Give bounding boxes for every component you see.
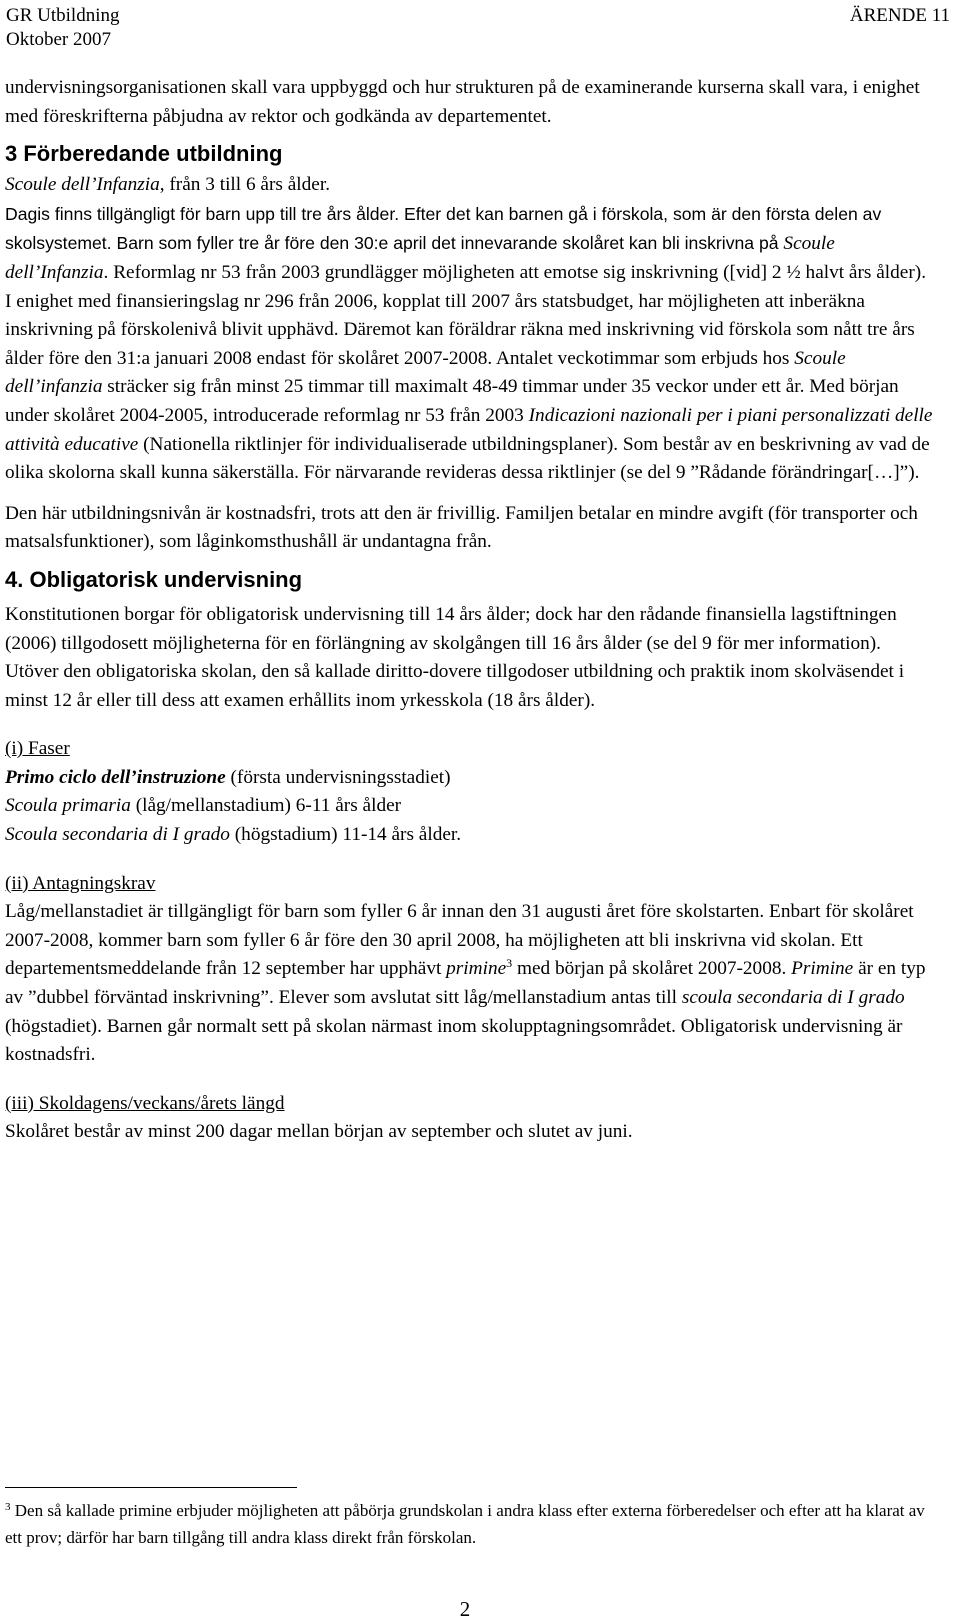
p1-rest-3: sträcker sig från minst 25 timmar till maximalt 48-49 timmar under 35 veckor under ett år. Med början under skolåret 2004-2005, introducerade reformlag nr 53 från 2003 <box>5 376 899 426</box>
p1-italic-2: Scoule dell’infanzia <box>5 347 846 398</box>
faser-line-2-rest: (låg/mellanstadium) 6-11 års ålder <box>130 795 402 817</box>
spacer <box>5 850 935 860</box>
faser-line-2-italic: Scoula primaria <box>5 795 131 817</box>
p1-rest-2: I enighet med finansieringslag nr 296 från 2006, kopplat till 2007 års statsbudget, har möjligheten att inberäkna inskrivning på förskolenivå blivit upphävd. Däremot kan föräldrar räkna med inskrivning vid förskola som nått tre års ålder före den 31:a januari 2008 endast för skolåret 2007-2008. Antalet veckotimmar som erbjuds hos <box>5 290 915 369</box>
spacer <box>5 488 935 500</box>
faser-line-1 <box>5 764 935 793</box>
antag-scoula: scoula secondaria di I grado <box>681 987 905 1009</box>
footnote-text: Den så kallade primine erbjuder möjligheten att påbörja grundskolan i andra klass efter externa förberedelser och efter att ha klarat av ett prov; därför har barn tillgång till andra klass direkt från förskolan. <box>5 1501 925 1547</box>
section-3-paragraph-2: Den här utbildningsnivån är kostnadsfri, trots att den är frivillig. Familjen betalar en mindre avgift (för transporter och matsalsfunktioner), som låginkomsthushåll är undantagna från. <box>5 502 918 553</box>
spacer <box>5 1070 935 1080</box>
header-org: GR Utbildning <box>6 5 120 26</box>
footnote-number: 3 <box>5 1501 11 1513</box>
section-3-subtitle <box>5 171 935 200</box>
langd-title: (iii) Skoldagens/veckans/årets längd <box>5 1092 285 1114</box>
antag-text-c: är en typ av ”dubbel förväntad inskrivning”. Elever som avslutat sitt låg/mellanstadium antas till <box>5 958 926 1009</box>
antag-text-d: (högstadiet). Barnen går normalt sett på skolan närmast inom skolupptagningsområdet. Obligatorisk undervisning är kostnadsfri. <box>5 1015 903 1066</box>
page-number: 2 <box>459 1597 471 1621</box>
footnote-reference: 3 <box>506 956 513 971</box>
antag-primine-2: Primine <box>791 958 854 980</box>
antag-primine: primine <box>446 958 507 980</box>
header-case: ÄRENDE 11 <box>849 5 950 26</box>
section-4-heading: 4. Obligatorisk undervisning <box>5 566 303 592</box>
section-4-paragraph-1: Konstitutionen borgar för obligatorisk undervisning till 14 års ålder; dock har den rådande finansiella lagstiftningen (2006) tillgodosett möjligheterna för en förlängning av skolgången till 16 års ålder (se del 9 för mer information). Utöver den obligatoriska skolan, den så kallade diritto-dovere tillgodoser utbildning och praktik inom skolväsendet i minst 12 år eller till dess att examen erhållits inom yrkesskola (18 års ålder). <box>5 603 905 711</box>
antagningskrav-title: (ii) Antagningskrav <box>5 872 156 894</box>
faser-line-1-bold-italic: Primo ciclo dell’instruzione <box>5 766 226 788</box>
faser-line-3 <box>5 821 935 850</box>
section-3-paragraph-1 <box>5 200 935 488</box>
faser-line-3-italic: Scoula secondaria di I grado <box>5 824 230 846</box>
p1-italic: Scoule dell’Infanzia <box>5 233 835 283</box>
subtitle-italic: Scoule dell’Infanzia <box>5 174 160 196</box>
antag-text-b: med början på skolåret 2007-2008. <box>512 958 792 980</box>
spacer <box>5 725 935 735</box>
header-date: Oktober 2007 <box>6 29 112 50</box>
footnote <box>5 1497 935 1551</box>
p1-sans-text: Dagis finns tillgängligt för barn upp till tre års ålder. Efter det kan barnen gå i förskola, som är den första delen av skolsystemet. Barn som fyller tre år före den 30:e april det innevarande skolåret kan bli inskrivna på <box>5 203 882 254</box>
section-3-heading: 3 Förberedande utbildning <box>5 141 283 167</box>
spacer <box>5 1080 935 1090</box>
p1-italic-3: Indicazioni nazionali per i piani personalizzati delle attività educative <box>5 404 933 455</box>
p1-rest-4: (Nationella riktlinjer för individualiserade utbildningsplaner). Som består av en beskrivning av vad de olika skolorna skall kunna säkerställa. För närvarande revideras dessa riktlinjer (se del 9 ”Rådande förändringar[…]”). <box>5 433 930 484</box>
spacer <box>5 715 935 725</box>
antag-text-a: Låg/mellanstadiet är tillgängligt för barn som fyller 6 år innan den 31 augusti året före skolstarten. Enbart för skolåret 2007-2008, kommer barn som fyller 6 år före den 30 april 2008, ha möjligheten att bli inskrivna vid skolan. Ett departementsmeddelande från 12 september har upphävt <box>5 901 914 980</box>
faser-title: (i) Faser <box>5 738 70 760</box>
document-body <box>5 74 935 1147</box>
intro-paragraph: undervisningsorganisationen skall vara uppbyggd och hur strukturen på de examinerande kurserna skall vara, i enighet med föreskrifterna påbjudna av rektor och godkända av departementet. <box>5 77 920 127</box>
langd-paragraph: Skolåret består av minst 200 dagar mellan början av september och slutet av juni. <box>5 1121 633 1143</box>
faser-line-1-rest: (första undervisningsstadiet) <box>225 766 451 788</box>
footnote-divider <box>5 1487 297 1488</box>
faser-line-3-rest: (högstadium) 11-14 års ålder. <box>229 824 462 846</box>
page-header-left <box>6 4 119 52</box>
subtitle-rest: , från 3 till 6 års ålder. <box>159 174 331 196</box>
spacer <box>5 860 935 870</box>
p1-rest-1: . Reformlag nr 53 från 2003 grundlägger möjligheten att emotse sig inskrivning ([vid] 2 ½ halvt års ålder). <box>103 261 927 283</box>
faser-line-2 <box>5 792 935 821</box>
antagningskrav-paragraph <box>5 898 935 1070</box>
